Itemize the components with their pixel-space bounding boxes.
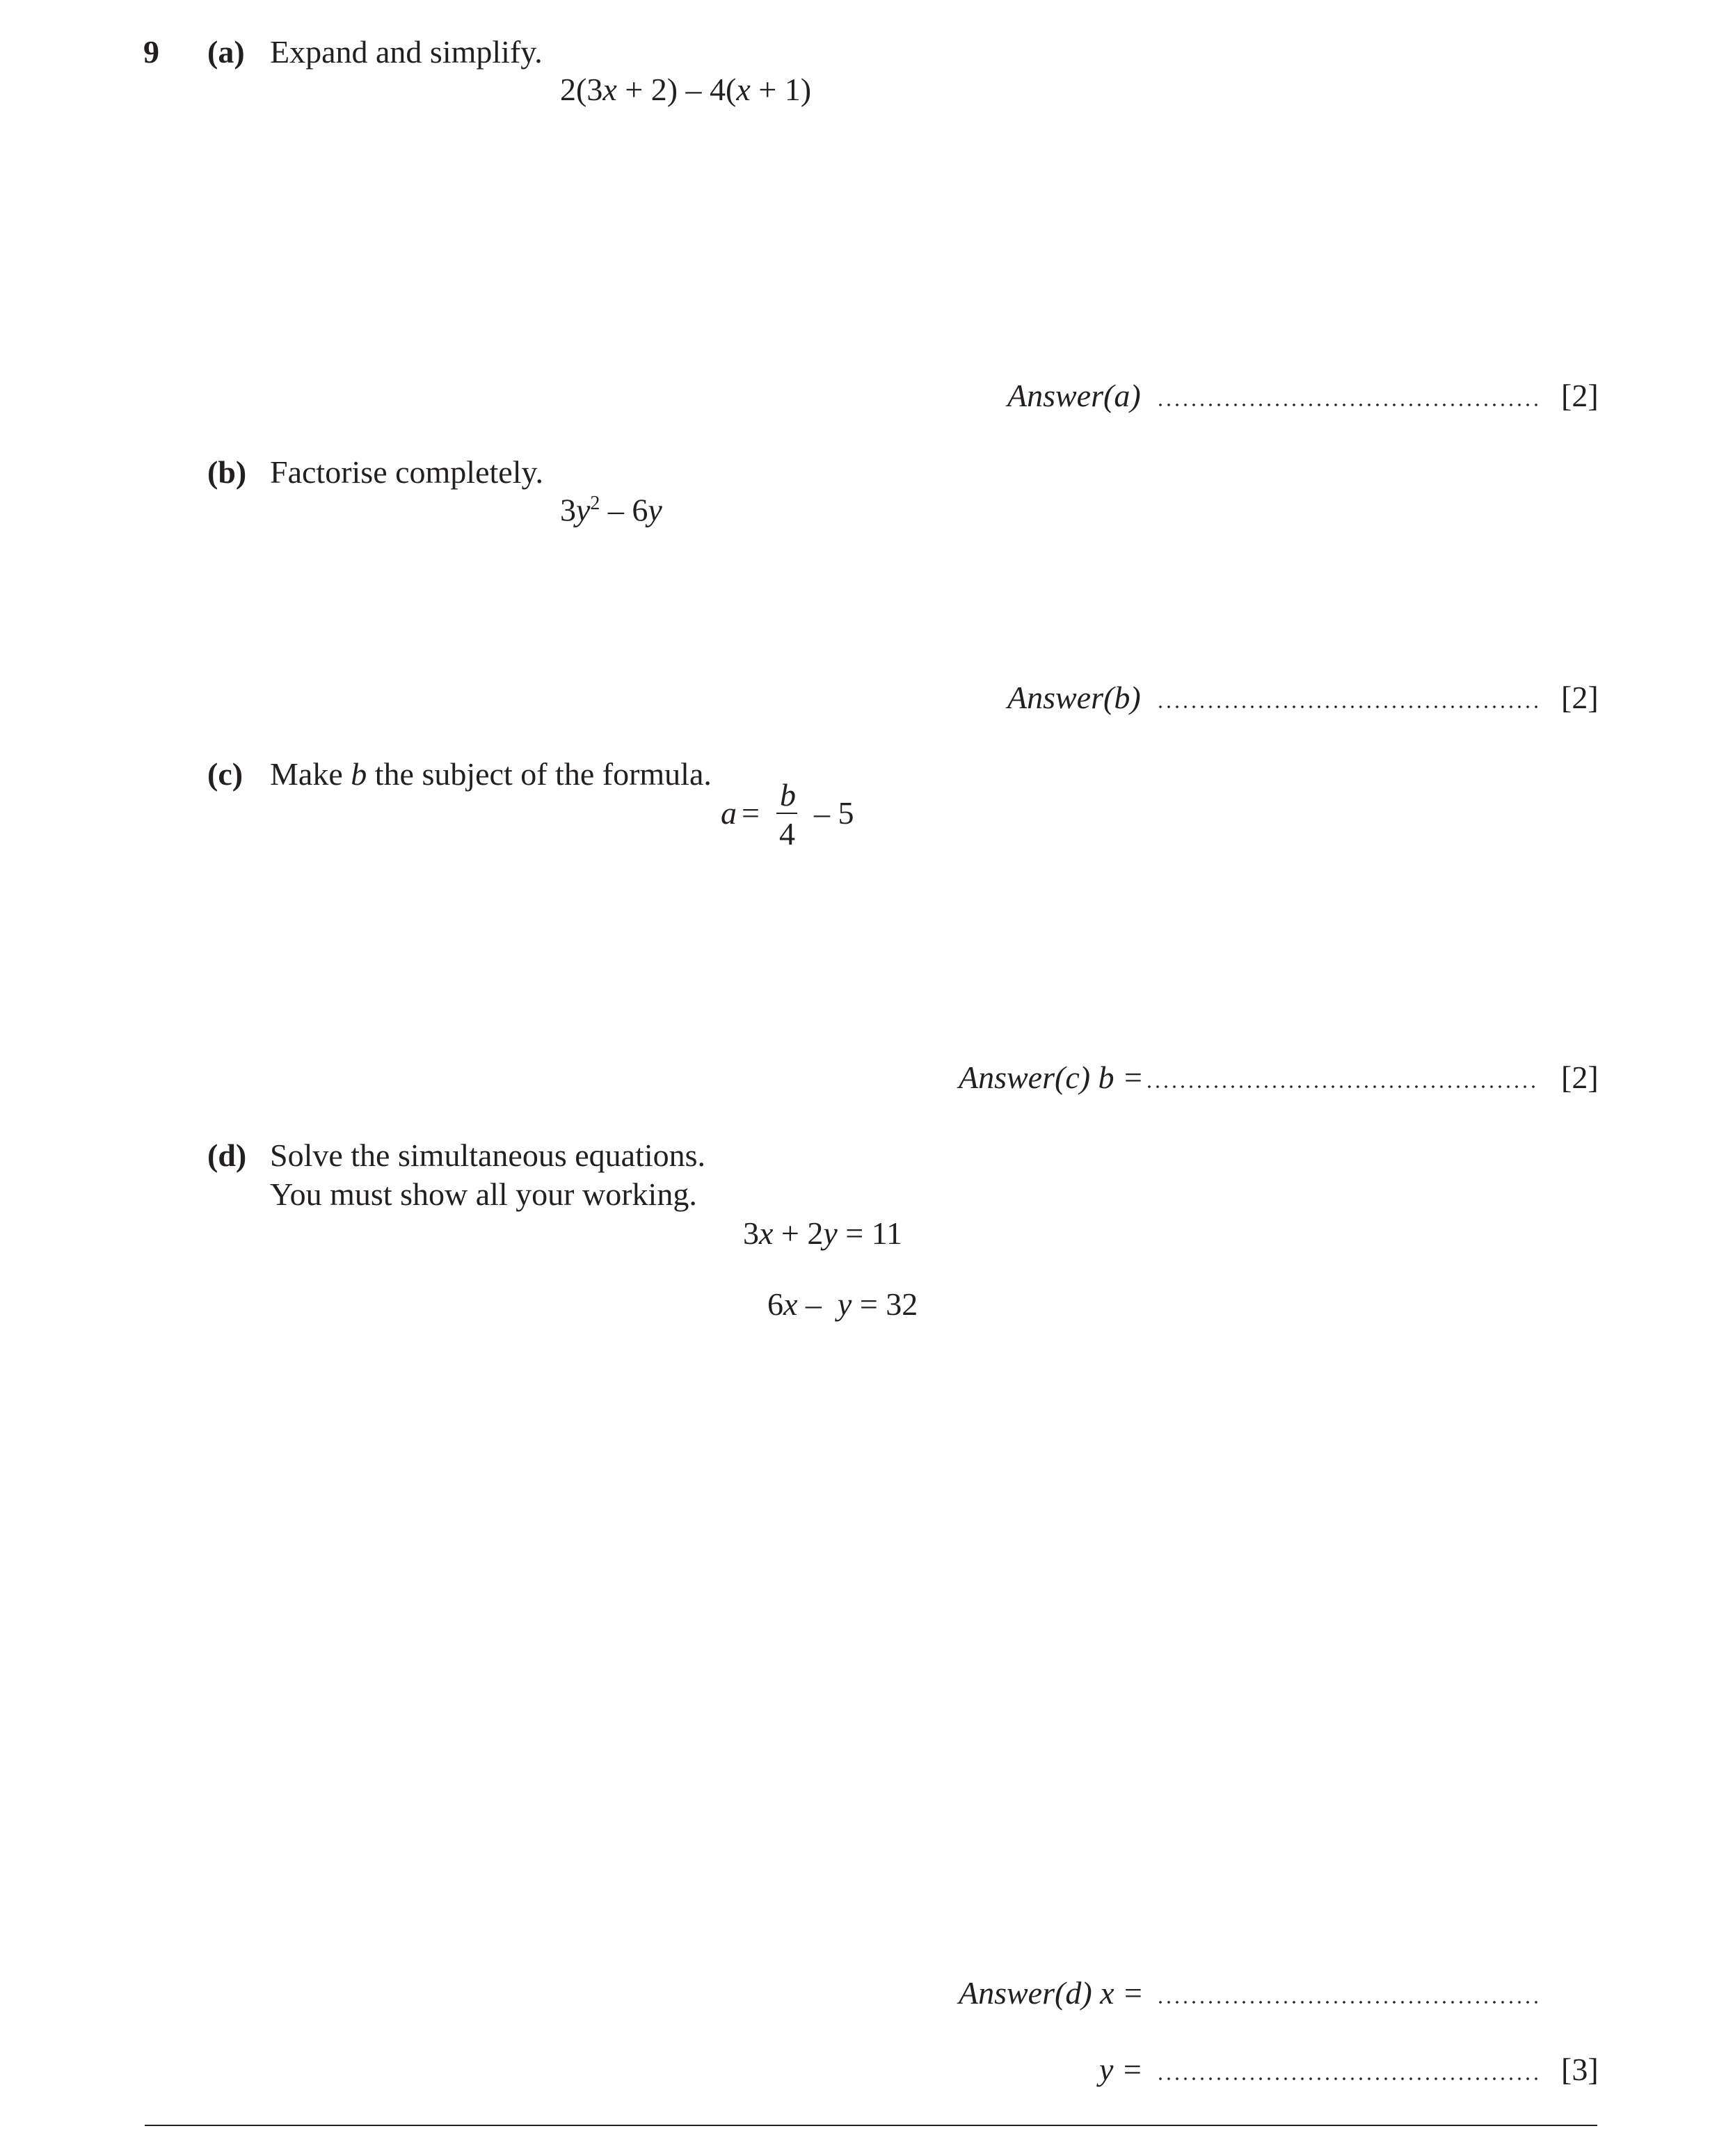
answer-d-y-line[interactable]: [1156, 2077, 1540, 2080]
bottom-rule: [145, 2125, 1597, 2126]
fraction-numerator: b: [780, 777, 796, 813]
answer-a-line[interactable]: [1156, 404, 1540, 406]
answer-b-label: Answer(b): [1007, 680, 1141, 715]
part-d-label: (d): [207, 1137, 247, 1173]
formula-fraction: [774, 779, 801, 852]
answer-c-label: Answer(c) b =: [959, 1060, 1144, 1095]
formula-equals: =: [742, 795, 760, 831]
answer-d-x-line[interactable]: [1156, 2001, 1540, 2004]
part-a-instruction: Expand and simplify.: [270, 34, 543, 70]
fraction-bar: [776, 813, 797, 814]
answer-c-line[interactable]: [1145, 1085, 1540, 1088]
answer-a-label: Answer(a): [1007, 378, 1141, 413]
part-b-instruction: Factorise completely.: [270, 454, 543, 490]
part-a-expression: 2(3x + 2) – 4(x + 1): [560, 72, 812, 107]
part-c-marks: [2]: [1561, 1060, 1599, 1095]
part-d-marks: [3]: [1561, 2052, 1599, 2087]
part-c-instruction: Make b the subject of the formula.: [270, 756, 712, 792]
part-d-instruction-1: Solve the simultaneous equations.: [270, 1137, 706, 1173]
part-a-label: (a): [207, 34, 245, 70]
part-d-instruction-2: You must show all your working.: [270, 1176, 697, 1212]
equation-1: 3x + 2y = 11: [743, 1215, 903, 1251]
question-number: 9: [143, 34, 159, 70]
formula-lhs: a: [721, 795, 737, 831]
part-a-marks: [2]: [1561, 378, 1599, 413]
part-c-label: (c): [207, 756, 243, 792]
formula-tail: – 5: [814, 795, 854, 831]
equation-2: 6x – y = 32: [767, 1286, 918, 1322]
part-b-expression: $3y^2 - 6y$: [560, 492, 662, 528]
fraction-denominator: 4: [779, 816, 795, 852]
part-b-label: (b): [207, 454, 247, 490]
answer-d-y-label: y =: [1099, 2052, 1143, 2087]
part-b-marks: [2]: [1561, 680, 1599, 715]
answer-d-x-label: Answer(d) x =: [959, 1975, 1144, 2011]
answer-b-line[interactable]: [1156, 705, 1540, 708]
